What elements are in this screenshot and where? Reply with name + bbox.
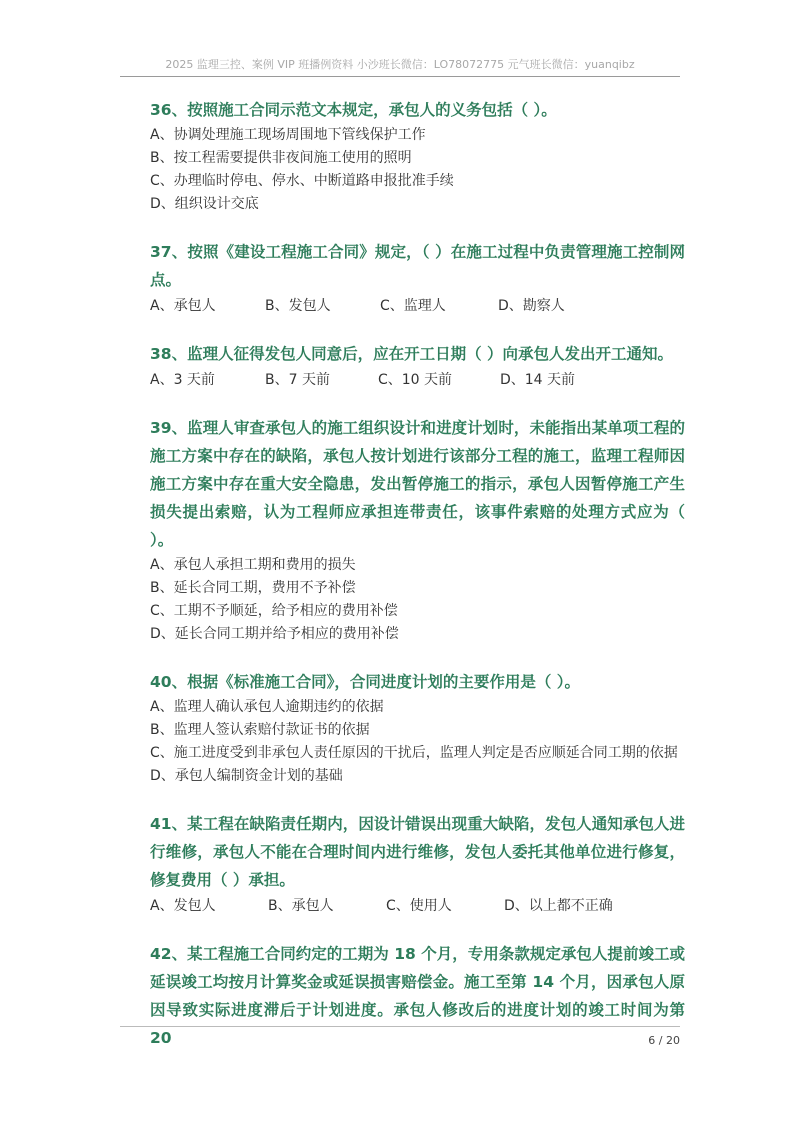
option-c: C、10 天前 xyxy=(378,372,453,388)
options-row xyxy=(150,294,685,318)
option-c: C、使用人 xyxy=(386,898,452,914)
option-a: A、3 天前 xyxy=(150,372,215,388)
option-b: B、监理人签认索赔付款证书的依据 xyxy=(150,722,370,738)
question-title: 36、按照施工合同示范文本规定，承包人的义务包括（ ）。 xyxy=(150,101,557,119)
options-row xyxy=(150,368,685,392)
question-36 xyxy=(150,96,685,216)
question-38 xyxy=(150,340,685,392)
question-42 xyxy=(150,940,685,1052)
option-a: A、承包人承担工期和费用的损失 xyxy=(150,557,356,573)
question-title: 37、按照《建设工程施工合同》规定，（ ）在施工过程中负责管理施工控制网点。 xyxy=(150,243,685,289)
question-41 xyxy=(150,810,685,918)
option-b: B、发包人 xyxy=(265,298,331,314)
question-title: 39、监理人审查承包人的施工组织设计和进度计划时，未能指出某单项工程的施工方案中存在的缺陷，承包人按计划进行该部分工程的施工，监理工程师因施工方案中存在重大安全隐患，发出暂停施工的指示，承包人因暂停施工产生损失提出索赔，认为工程师应承担连带责任，该事件索赔的处理方式应为（ ）。 xyxy=(150,419,685,549)
page-content xyxy=(150,96,685,1052)
question-title: 42、某工程施工合同约定的工期为 18 个月，专用条款规定承包人提前竣工或延误竣工均按月计算奖金或延误损害赔偿金。施工至第 14 个月，因承包人原因导致实际进度滞后于计划进度。承包人修改后的进度计划的竣工时间为第 20 xyxy=(150,945,685,1047)
option-b: B、延长合同工期，费用不予补偿 xyxy=(150,580,356,596)
question-39 xyxy=(150,414,685,646)
option-c: C、工期不予顺延，给予相应的费用补偿 xyxy=(150,603,398,619)
option-c: C、办理临时停电、停水、中断道路申报批准手续 xyxy=(150,173,454,189)
options-row xyxy=(150,894,685,918)
option-d: D、承包人编制资金计划的基础 xyxy=(150,768,343,784)
option-c: C、施工进度受到非承包人责任原因的干扰后，监理人判定是否应顺延合同工期的依据 xyxy=(150,745,678,761)
option-a: A、监理人确认承包人逾期违约的依据 xyxy=(150,699,384,715)
question-title: 41、某工程在缺陷责任期内，因设计错误出现重大缺陷，发包人通知承包人进行维修，承包人不能在合理时间内进行维修，发包人委托其他单位进行修复，修复费用（ ）承担。 xyxy=(150,815,685,889)
option-a: A、协调处理施工现场周围地下管线保护工作 xyxy=(150,127,426,143)
option-b: B、承包人 xyxy=(268,898,334,914)
option-d: D、14 天前 xyxy=(500,372,576,388)
page-header: 2025 监理三控、案例 VIP 班播例资料 小沙班长微信：LO78072775 元气班长微信：yuanqibz xyxy=(120,56,680,77)
question-37 xyxy=(150,238,685,318)
option-b: B、按工程需要提供非夜间施工使用的照明 xyxy=(150,150,412,166)
page-number: 6 / 20 xyxy=(648,1034,680,1047)
question-title: 40、根据《标准施工合同》，合同进度计划的主要作用是（ ）。 xyxy=(150,673,580,691)
option-d: D、延长合同工期并给予相应的费用补偿 xyxy=(150,626,399,642)
question-title: 38、监理人征得发包人同意后，应在开工日期（ ）向承包人发出开工通知。 xyxy=(150,345,673,363)
option-a: A、发包人 xyxy=(150,898,216,914)
option-d: D、勘察人 xyxy=(498,298,565,314)
option-d: D、以上都不正确 xyxy=(504,898,613,914)
option-d: D、组织设计交底 xyxy=(150,196,259,212)
question-40 xyxy=(150,668,685,788)
option-b: B、7 天前 xyxy=(265,372,330,388)
option-a: A、承包人 xyxy=(150,298,216,314)
option-c: C、监理人 xyxy=(380,298,446,314)
footer-divider xyxy=(120,1026,680,1027)
